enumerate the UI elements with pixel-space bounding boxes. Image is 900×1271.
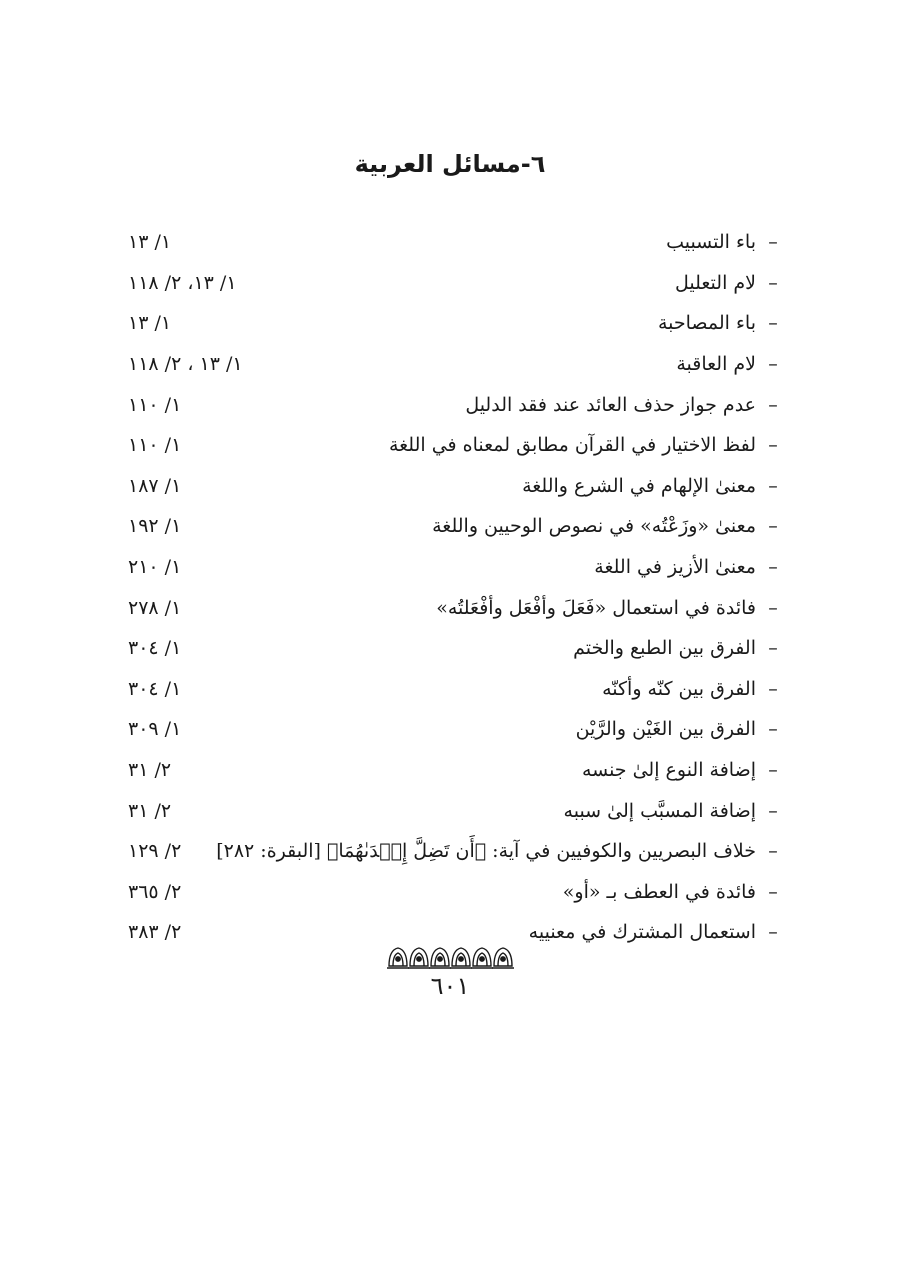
entry-text: معنىٰ «وزَعْتُه» في نصوص الوحيين واللغة <box>432 515 756 538</box>
list-item <box>110 628 790 669</box>
list-item <box>110 790 790 831</box>
entry-reference: ٢/ ٣٦٥ <box>128 880 182 903</box>
dash-bullet: – <box>768 921 778 944</box>
entry-reference: ١/ ٣٠٩ <box>128 718 182 741</box>
entry-reference: ١/ ١٩٢ <box>128 515 182 538</box>
entry-reference: ١/ ٢٧٨ <box>128 596 182 619</box>
list-item <box>110 222 790 263</box>
entry-reference: ١/ ٣٠٤ <box>128 637 182 660</box>
list-item <box>110 263 790 304</box>
dash-bullet: – <box>768 596 778 619</box>
section-title: ٦-مسائل العربية <box>354 150 546 178</box>
entry-reference: ٢/ ١٢٩ <box>128 840 182 863</box>
entry-reference: ٢/ ٣٨٣ <box>128 921 182 944</box>
dash-bullet: – <box>768 474 778 497</box>
floral-ornament-icon <box>0 942 900 976</box>
entry-reference: ١/ ١١٠ <box>128 393 182 416</box>
entry-reference: ١/ ١٨٧ <box>128 474 182 497</box>
dash-bullet: – <box>768 840 778 863</box>
entry-reference: ١/ ١٣ ، ٢/ ١١٨ <box>128 353 243 376</box>
list-item <box>110 831 790 872</box>
entry-text: لام التعليل <box>674 271 756 294</box>
entry-text: لام العاقبة <box>676 353 756 376</box>
entry-text: الفرق بين الغَيْن والرَّيْن <box>575 718 756 741</box>
entry-text: إضافة المسبَّب إلىٰ سببه <box>563 799 756 822</box>
entry-reference: ١/ ٢١٠ <box>128 556 182 579</box>
entry-reference: ١/ ١١٠ <box>128 434 182 457</box>
dash-bullet: – <box>768 637 778 660</box>
entry-text: إضافة النوع إلىٰ جنسه <box>581 759 756 782</box>
entry-text: فائدة في استعمال «فَعَلَ وأفْعَل وأفْعَلتُه» <box>436 596 756 619</box>
entry-text: معنىٰ الأزيز في اللغة <box>594 556 756 579</box>
entry-text: باء التسبيب <box>666 231 756 254</box>
list-item <box>110 750 790 791</box>
entry-text: فائدة في العطف بـ «أو» <box>562 880 756 903</box>
entry-reference: ١/ ٣٠٤ <box>128 677 182 700</box>
entry-text: الفرق بين الطبع والختم <box>573 637 756 660</box>
page-number: ٦٠١ <box>430 972 470 1000</box>
list-item <box>110 425 790 466</box>
dash-bullet: – <box>768 718 778 741</box>
entry-text: استعمال المشترك في معنييه <box>528 921 756 944</box>
dash-bullet: – <box>768 515 778 538</box>
list-item <box>110 587 790 628</box>
entry-reference: ١/ ١٣ <box>128 312 172 335</box>
dash-bullet: – <box>768 759 778 782</box>
dash-bullet: – <box>768 880 778 903</box>
entry-text: معنىٰ الإلهام في الشرع واللغة <box>522 474 756 497</box>
entry-text: لفظ الاختيار في القرآن مطابق لمعناه في اللغة <box>388 434 756 457</box>
list-item <box>110 669 790 710</box>
dash-bullet: – <box>768 231 778 254</box>
list-item <box>110 709 790 750</box>
list-item <box>110 466 790 507</box>
list-item <box>110 872 790 913</box>
list-item <box>110 303 790 344</box>
dash-bullet: – <box>768 312 778 335</box>
entry-reference: ١/ ١٣، ٢/ ١١٨ <box>128 271 237 294</box>
dash-bullet: – <box>768 677 778 700</box>
list-item <box>110 547 790 588</box>
dash-bullet: – <box>768 799 778 822</box>
list-item <box>110 506 790 547</box>
dash-bullet: – <box>768 434 778 457</box>
dash-bullet: – <box>768 393 778 416</box>
list-item <box>110 384 790 425</box>
dash-bullet: – <box>768 353 778 376</box>
list-item <box>110 344 790 385</box>
entry-text: خلاف البصريين والكوفيين في آية: ﴿أَن تَضِلَّ إِحۡدَىٰهُمَا﴾ [البقرة: ٢٨٢] <box>216 840 756 863</box>
entry-reference: ٢/ ٣١ <box>128 759 172 782</box>
entry-text: باء المصاحبة <box>657 312 756 335</box>
entry-reference: ٢/ ٣١ <box>128 799 172 822</box>
entries-list <box>110 222 790 953</box>
dash-bullet: – <box>768 271 778 294</box>
entry-text: عدم جواز حذف العائد عند فقد الدليل <box>465 393 756 416</box>
dash-bullet: – <box>768 556 778 579</box>
entry-text: الفرق بين كنّه وأكنّه <box>602 677 756 700</box>
entry-reference: ١/ ١٣ <box>128 231 172 254</box>
